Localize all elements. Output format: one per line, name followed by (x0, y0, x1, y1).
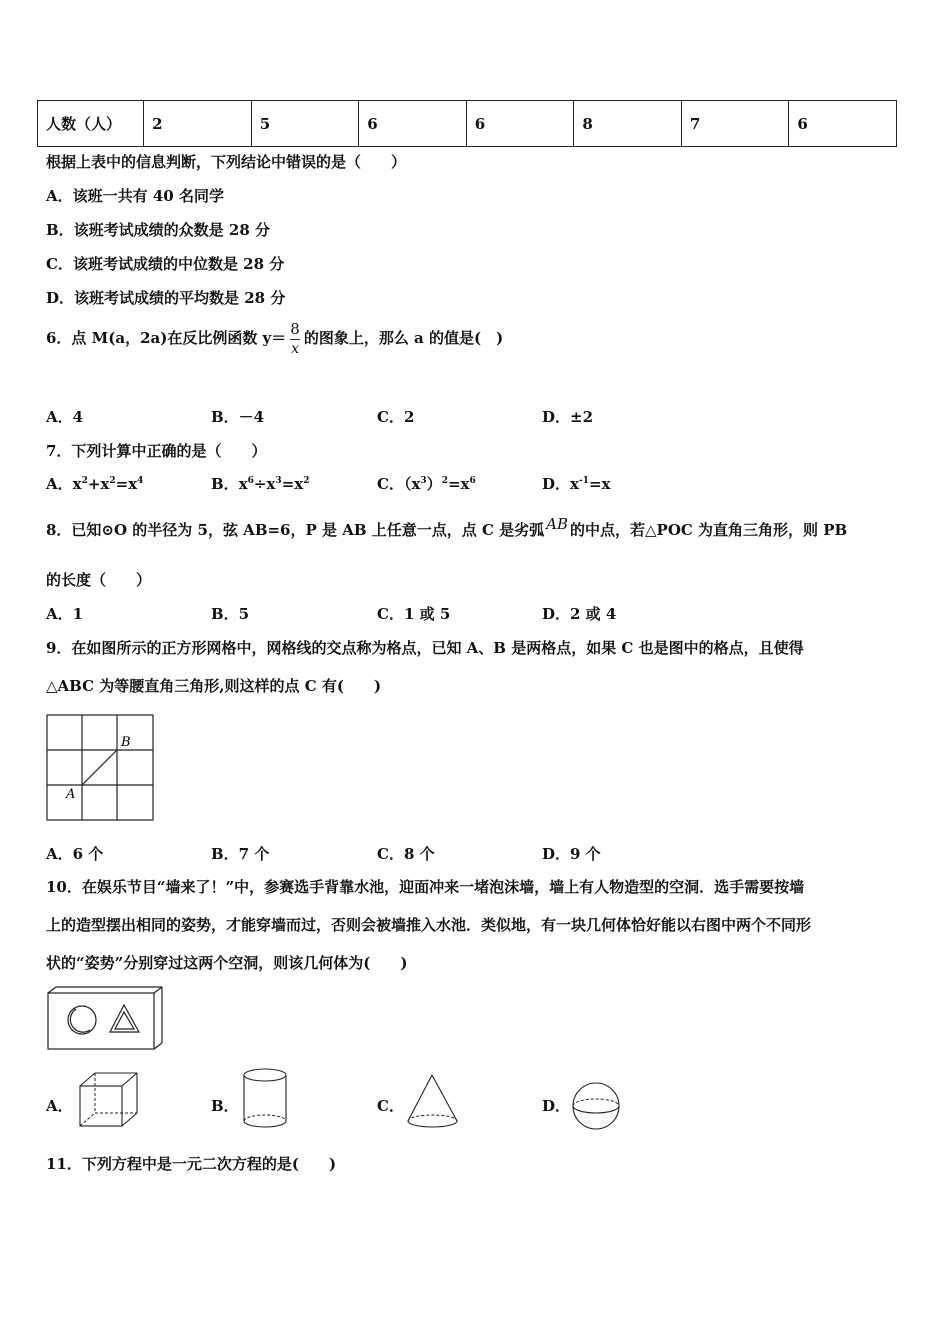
cylinder-icon[interactable] (240, 1066, 292, 1132)
q8-option-b[interactable]: B．5 (211, 605, 250, 623)
q7-option-a[interactable]: A．$x^2+x^2=x^4$ (46, 475, 144, 493)
q6-option-c[interactable]: C．2 (377, 408, 415, 426)
q5-stem: 根据上表中的信息判断，下列结论中错误的是（ ） (46, 153, 407, 171)
cube-icon[interactable] (77, 1070, 143, 1130)
q10-stem-line1: 10．在娱乐节目“墙来了！”中，参赛选手背靠水池，迎面冲来一堵泡沫墙，墙上有人物造型的空洞．选手需要按墙 (46, 878, 805, 896)
q5-option-d[interactable]: D．该班考试成绩的平均数是 28 分 (46, 289, 286, 307)
q7-option-d[interactable]: D．$x^{-1}=x$ (542, 475, 611, 493)
q10-stem-line2: 上的造型摆出相同的姿势，才能穿墙而过，否则会被墙推入水池．类似地，有一块几何体恰好能以右图中两个不同形 (46, 916, 812, 934)
q8-stem-after: 的中点，若△POC 为直角三角形，则 PB (570, 521, 848, 539)
q6-stem-before: 6．点 M(a，2a)在反比例函数 y＝ (46, 329, 287, 347)
q9-option-b[interactable]: B．7 个 (211, 845, 270, 863)
point-a-label: A (66, 787, 76, 802)
fraction-8-over-x (290, 322, 300, 356)
option-letter: A． (46, 475, 73, 493)
q10-option-c[interactable]: C． (377, 1097, 404, 1115)
q8-stem-line2: 的长度（ ） (46, 571, 152, 589)
row-header: 人数（人） (38, 101, 144, 147)
q6-option-d[interactable]: D．±2 (542, 408, 594, 426)
q9-stem-line2: △ABC 为等腰直角三角形,则这样的点 C 有( ) (46, 677, 382, 695)
table-cell: 6 (359, 101, 467, 147)
q9-option-c[interactable]: C．8 个 (377, 845, 435, 863)
q8-option-a[interactable]: A．1 (46, 605, 84, 623)
q10-option-b[interactable]: B． (211, 1097, 239, 1115)
q8-stem (46, 515, 848, 540)
q8-option-d[interactable]: D．2 或 4 (542, 605, 617, 623)
score-table (37, 100, 897, 147)
grid-figure (46, 714, 156, 824)
point-b-label: B (121, 735, 131, 750)
frac-denominator: x (291, 341, 299, 357)
sphere-icon[interactable] (570, 1080, 624, 1134)
q7-option-b[interactable]: B．$x^6\div x^3=x^2$ (211, 475, 310, 493)
q10-option-d[interactable]: D． (542, 1097, 571, 1115)
q10-option-a[interactable]: A． (46, 1097, 73, 1115)
option-letter: D． (542, 475, 571, 493)
q9-stem-line1: 9．在如图所示的正方形网格中，网格线的交点称为格点，已知 A、B 是两格点，如果 C 也是图中的格点，且使得 (46, 639, 804, 657)
q6-option-a[interactable]: A．4 (46, 408, 84, 426)
table-cell: 7 (681, 101, 789, 147)
q6-stem (46, 322, 503, 356)
q5-option-a[interactable]: A．该班一共有 40 名同学 (46, 187, 224, 205)
table-cell: 5 (251, 101, 359, 147)
q9-option-d[interactable]: D．9 个 (542, 845, 601, 863)
q7-stem: 7．下列计算中正确的是（ ） (46, 442, 267, 460)
option-letter: C． (377, 475, 404, 493)
q9-option-a[interactable]: A．6 个 (46, 845, 104, 863)
table-cell: 6 (466, 101, 574, 147)
q10-stem-line3: 状的“姿势”分别穿过这两个空洞，则该几何体为( ) (46, 954, 408, 972)
table-cell: 6 (789, 101, 897, 147)
wall-holes-figure (46, 985, 166, 1053)
q7-option-c[interactable]: C．$(x^3)^2=x^6$ (377, 475, 476, 493)
table-cell: 8 (574, 101, 682, 147)
table-cell: 2 (144, 101, 252, 147)
q5-option-b[interactable]: B．该班考试成绩的众数是 28 分 (46, 221, 270, 239)
q8-option-c[interactable]: C．1 或 5 (377, 605, 451, 623)
q6-option-b[interactable]: B．－4 (211, 408, 265, 426)
cone-icon[interactable] (404, 1072, 462, 1132)
q6-stem-after: 的图象上，那么 a 的值是( ) (303, 329, 504, 347)
q5-option-c[interactable]: C．该班考试成绩的中位数是 28 分 (46, 255, 285, 273)
q11-stem: 11．下列方程中是一元二次方程的是( ) (46, 1155, 337, 1173)
table-row (38, 101, 897, 147)
arc-ab-label: AB (546, 515, 569, 533)
frac-numerator: 8 (290, 320, 300, 338)
q8-stem-before: 8．已知⊙O 的半径为 5，弦 AB=6，P 是 AB 上任意一点，点 C 是劣弧 (46, 521, 545, 539)
option-letter: B． (211, 475, 239, 493)
